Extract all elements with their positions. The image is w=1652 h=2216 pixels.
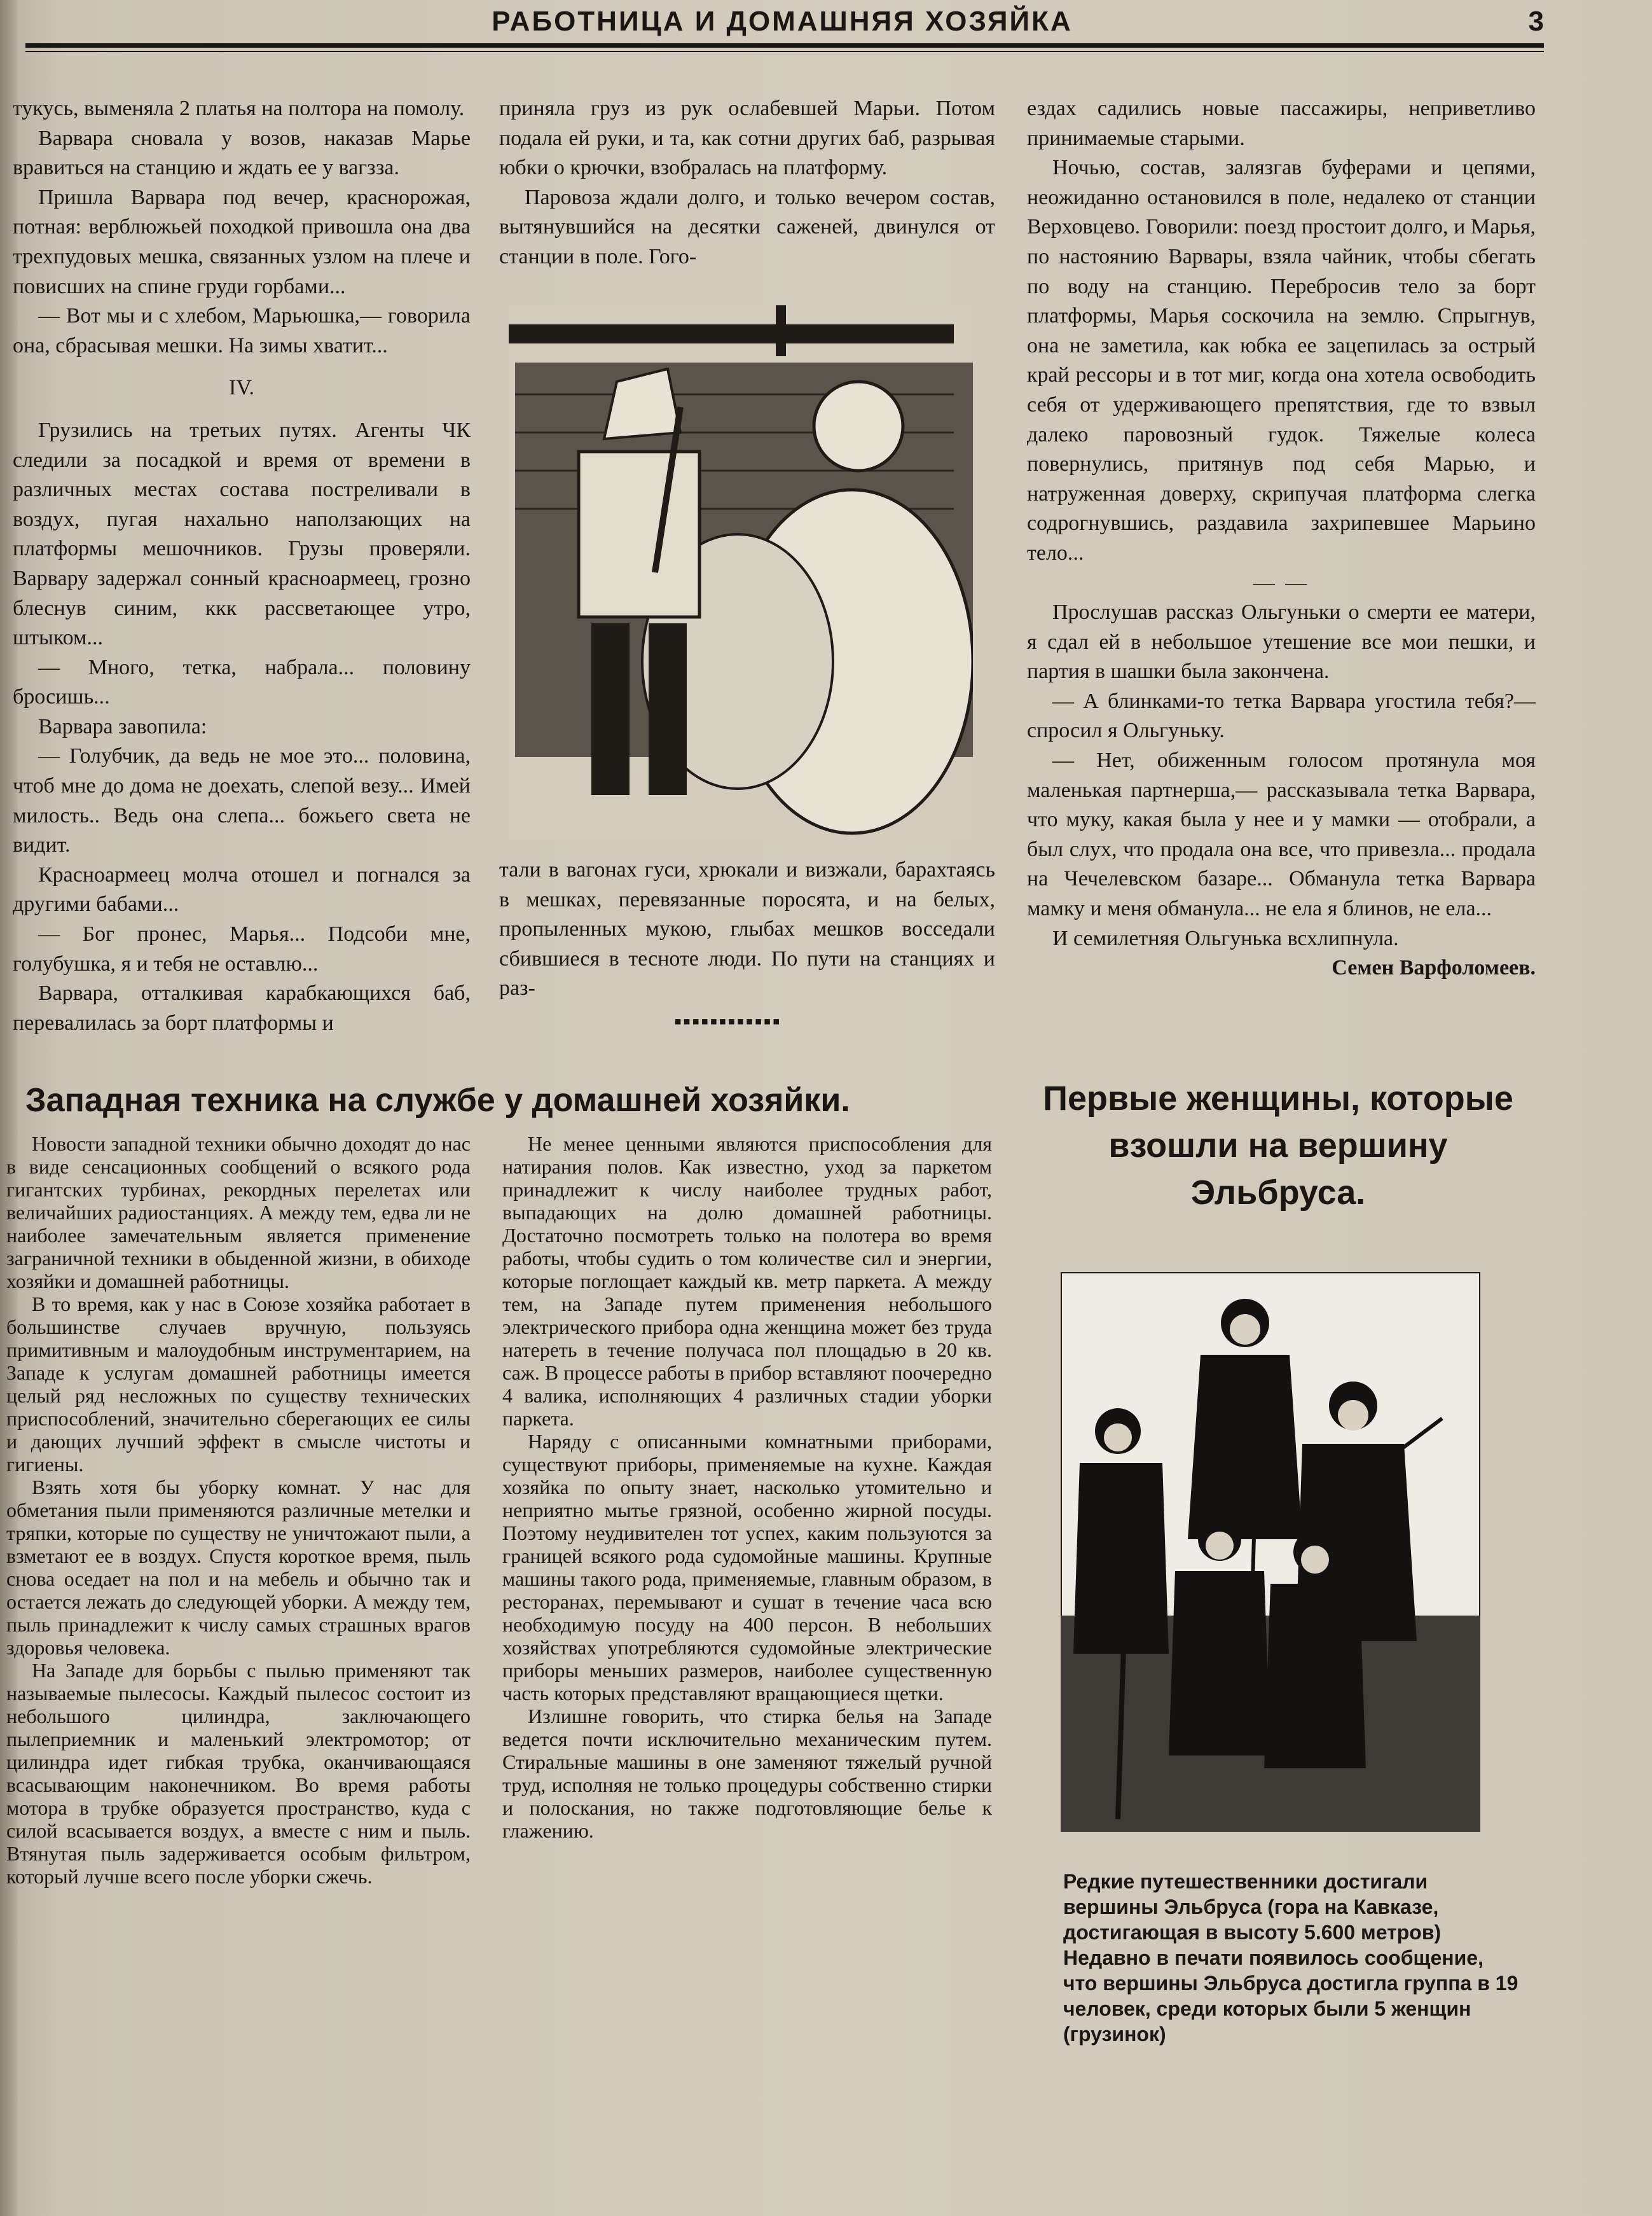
woodcut-illustration [509, 305, 973, 840]
header-rule [25, 43, 1544, 48]
section-separator: — — [1253, 571, 1310, 595]
group-photo [1061, 1272, 1480, 1832]
ornament-divider: ▪▪▪▪▪▪▪▪▪▪▪▪ [674, 1010, 781, 1034]
paragraph: Наряду с описанными комнатными приборами, существуют приборы, применяемые на кухне. Каждая хозяйка по опыту знает, насколько утомительно и неприятно мытье грязной, особенно жирной посуды. Поэтому неудивителен тот успех, каким пользуются за границей всякого рода судомойные машины. Крупные машины такого рода, применяемые, главным образом, в ресторанах, перемывают и сушат в течение часа всю необходимую посуду на 400 персон. В небольших хозяйствах употребляются судомойные электрические приборы меньших размеров, наиболее существенную часть которых представляют вращающиеся щетки. [502, 1430, 992, 1705]
paragraph: Варвара завопила: [38, 714, 207, 738]
header-rule-thin [25, 51, 1544, 52]
paragraph: — Вот мы и с хлебом, Марьюшка,— говорила она, сбрасывая мешки. На зимы хватит... [13, 304, 471, 357]
story-column-3 [1027, 94, 1536, 983]
paragraph: Красноармеец молча отошел и погнался за другими бабами... [13, 862, 471, 917]
paragraph: Варвара, отталкивая карабкающихся баб, перевалилась за борт платформы и [13, 981, 471, 1035]
paragraph: — Голубчик, да ведь не мое это... половина, чтоб мне до дома не доехать, слепой везу... Имей милость.. Ведь она слепа... божьего света не видит. [13, 744, 471, 857]
paragraph: Прослушав рассказ Ольгуньки о смерти ее матери, я сдал ей в небольшое утешение все мои пешки, и партия в шашки была закончена. [1027, 600, 1536, 684]
paragraph: В то время, как у нас в Союзе хозяйка работает в большинстве случаев вручную, пользуясь примитивным и малоудобным инструментарием, на Западе к услугам домашней работницы имеется целый ряд несложных по существу технических приспособлений, значительно сберегающих ее силы и дающих лучший эффект в смысле чистоты и гигиены. [6, 1292, 471, 1476]
page-number: 3 [1528, 6, 1544, 37]
story-column-2-cont [499, 855, 995, 1004]
paragraph: Варвара сновала у возов, наказав Марье вравиться на станцию и ждать ее у вагзза. [13, 126, 471, 180]
story-column-2 [499, 94, 995, 272]
paragraph: Пришла Варвара под вечер, краснорожая, потная: верблюжьей походкой привошла она два трехпудовых мешка, связанных узлом на плече и повисших на спине груди горбами... [13, 185, 471, 298]
paragraph: — Нет, обиженным голосом протянула моя маленькая партнерша,— рассказывала тетка Варвара, что муку, какая была у нее и у мамки — отобрали, а был слух, что продала она все, что привезла... продала на Чечелевском базаре... Обманула тетка Варвара мамку и меня обманула... не ела я блинов, не ела... [1027, 749, 1536, 921]
paragraph: Грузились на третьих путях. Агенты ЧК следили за посадкой и время от времени в различных местах состава постреливали в воздух, пугая нахально наползающих на платформы мешочников. Грузы проверяли. Варвару задержал сонный красноармеец, грозно блеснув синим, ккк рассветающее утро, штыком... [13, 418, 471, 650]
paragraph: ездах садились новые пассажиры, неприветливо принимаемые старыми. [1027, 97, 1536, 150]
paragraph: Взять хотя бы уборку комнат. У нас для обметания пыли применяются различные метелки и тряпки, которые по существу не уничтожают пыли, а взметают ее в воздух. Спустя короткое время, пыль снова оседает на пол и на мебель и обычно так и остается лежать до следующей уборки. А между тем, пыль принадлежит к числу самых страшных врагов здоровья человека. [6, 1476, 471, 1659]
paragraph: приняла груз из рук ослабевшей Марьи. Потом подала ей руки, и та, как сотни других баб, разрывая юбки о крючки, взобралась на платформу. [499, 97, 995, 180]
paragraph: Новости западной техники обычно доходят до нас в виде сенсационных сообщений о всякого рода гигантских турбинах, рекордных перелетах или величайших радиостанциях. А между тем, едва ли не наиболее замечательным является применение заграничной техники в обыденной жизни, в обиходе хозяйки и домашней работницы. [6, 1132, 471, 1292]
chapter-number: IV. [229, 376, 254, 400]
article-column-1 [6, 1132, 471, 1888]
paragraph: На Западе для борьбы с пылью применяют так называемые пылесосы. Каждый пылесос состоит из небольшого цилиндра, заключающего пылеприемник и маленький электромотор; от цилиндра идет гибкая трубка, оканчивающаяся всасывающим наконечником. Во время работы мотора в трубке образуется пространство, куда с силой всасывается воздух, а вместе с ним и пыль. Втянутая пыль задерживается особым фильтром, который лучше всего после уборки сжечь. [6, 1659, 471, 1888]
paragraph: Излишне говорить, что стирка белья на Западе ведется почти исключительно механическим путем. Стиральные машины в оне заменяют тяжелый ручной труд, исполняя не только процедуры собственно стирки и полоскания, но также подготовляющие белье к глажению. [502, 1705, 992, 1842]
paragraph: — Бог пронес, Марья... Подсоби мне, голубушка, я и тебя не оставлю... [13, 922, 471, 976]
author-signature: Семен Варфоломеев. [1332, 956, 1536, 980]
paragraph: — А блинками-то тетка Варвара угостила тебя?— спросил я Ольгуньку. [1027, 689, 1536, 743]
paragraph: Паровоза ждали долго, и только вечером состав, вытянувшийся на десятки саженей, двинулся от станции в поле. Гого- [499, 185, 995, 268]
paragraph: Ночью, состав, залязгав буферами и цепями, неожиданно остановился в поле, недалеко от станции Верховцево. Говорили: поезд простоит долго, и Марья, по настоянию Варвары, взяла чайник, чтобы сбегать по воду на станцию. Перебросив тело за борт платформы, Марья соскочила на землю. Спрыгнув, она не заметила, как юбка ее зацепилась за острый край рессоры и в тот миг, когда она хотела освободить себя от удерживающего препятствия, где то взвыл далеко паровозный гудок. Тяжелые колеса повернулись, притянув под себя Марью, и натруженная доверху, скрипучая платформа слегка содрогнувшись, раздавила захрипевшее Марьино тело... [1027, 156, 1536, 565]
article-title: Западная техника на службе у домашней хозяйки. [25, 1082, 850, 1119]
running-head: РАБОТНИЦА И ДОМАШНЯЯ ХОЗЯЙКА [492, 6, 1073, 37]
paragraph: тукусь, выменяла 2 платья на полтора на помолу. [13, 97, 465, 120]
paragraph: — Много, тетка, набрала... половину бросишь... [13, 655, 471, 709]
story-column-1 [13, 94, 471, 1038]
article-title-elbrus: Первые женщины, которые взошли на вершину Эльбруса. [1043, 1079, 1513, 1212]
article-column-2 [502, 1132, 992, 1842]
paragraph: тали в вагонах гуси, хрюкали и визжали, барахтаясь в мешках, перевязанные поросята, и на белых, пропыленных мукою, глыбах мешков восседали сбившиеся в тесноте люди. По пути на станциях и раз- [499, 858, 995, 1001]
paragraph: И семилетняя Ольгунька всхлипнула. [1052, 926, 1399, 950]
photo-caption: Редкие путешественники достигали вершины Эльбруса (гора на Кавказе, достигающая в высоту 5.600 метров) Недавно в печати появилось сообщение, что вершины Эльбруса достигла группа в 19 человек, среди которых были 5 женщин (грузинок) [1063, 1870, 1518, 2046]
paragraph: Не менее ценными являются приспособления для натирания полов. Как известно, уход за паркетом принадлежит к числу наиболее трудных работ, выпадающих на долю домашней работницы. Достаточно посмотреть только на полотера во время работы, чтобы судить о том количестве сил и энергии, которые поглощает каждый кв. метр паркета. А между тем, на Западе путем применения небольшого электрического прибора одна женщина может без труда натереть в течение получаса пол площадью в 20 кв. саж. В процессе работы в прибор вставляют поочередно 4 валика, исполняющих 4 различных стадии уборки паркета. [502, 1132, 993, 1430]
